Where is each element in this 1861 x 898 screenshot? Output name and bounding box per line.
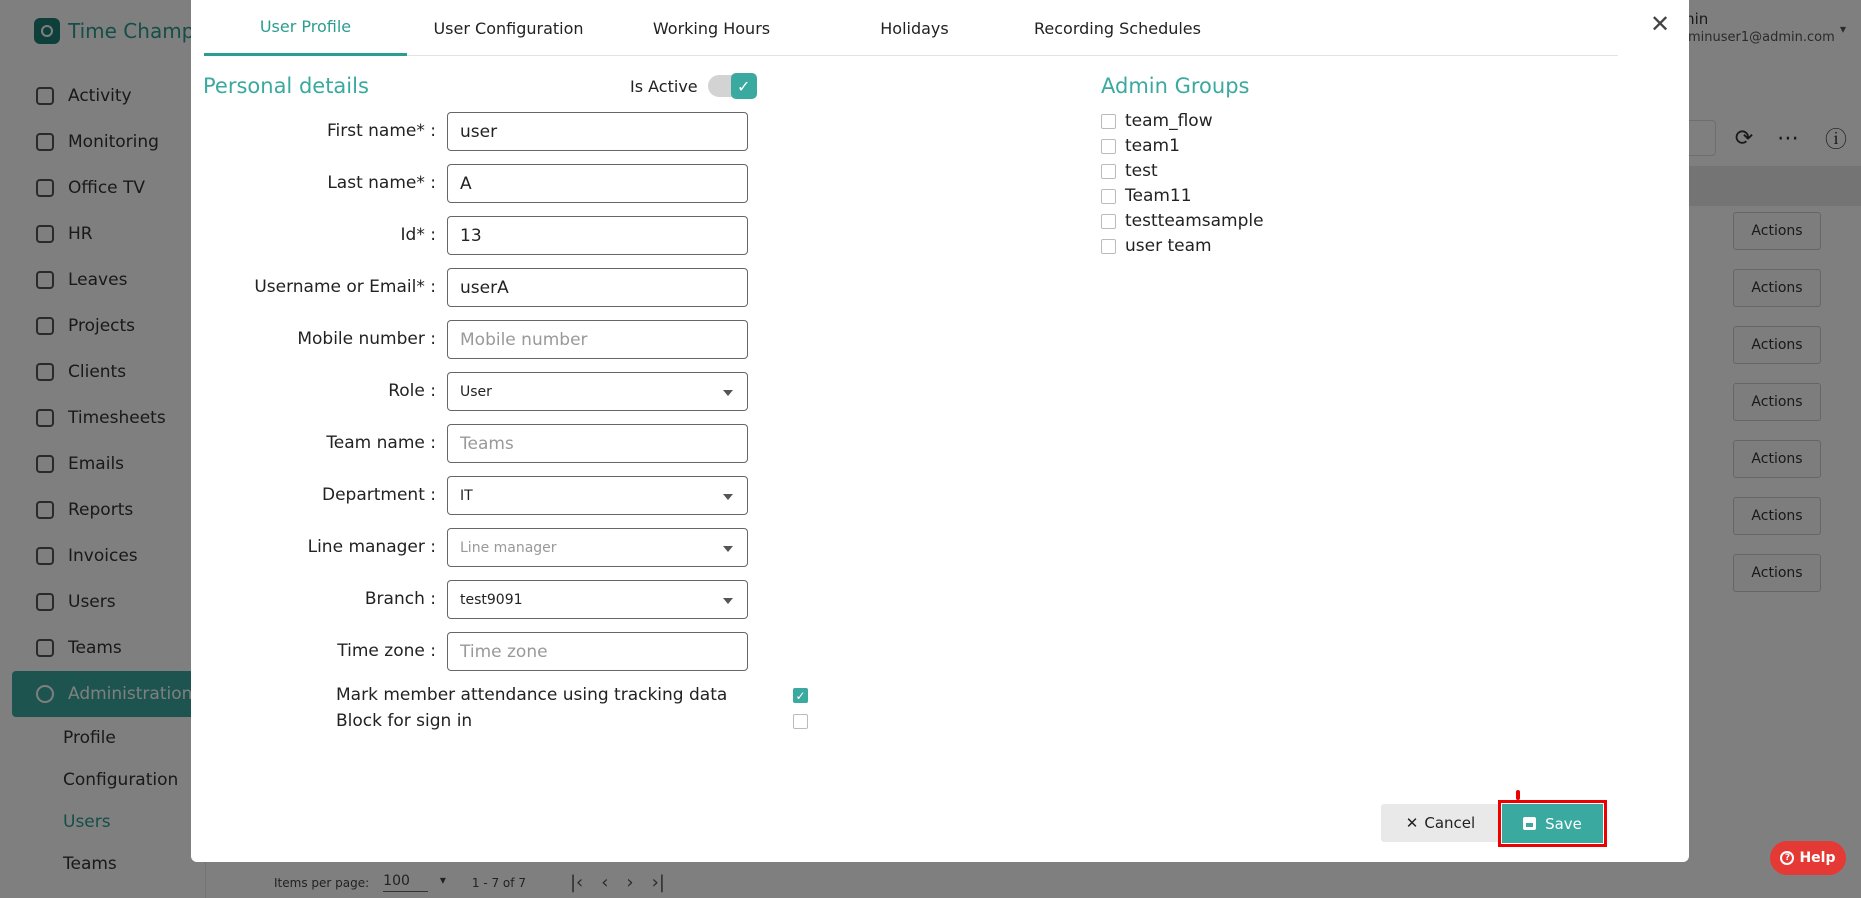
department-select[interactable]: IT	[447, 476, 748, 515]
admin-group-checkbox[interactable]	[1101, 189, 1116, 204]
cancel-label: Cancel	[1424, 814, 1476, 832]
username-label: Username or Email* :	[254, 277, 436, 297]
is-active-row	[630, 75, 757, 97]
admin-group-checkbox[interactable]	[1101, 239, 1116, 254]
branch-select[interactable]: test9091	[447, 580, 748, 619]
mobile-label: Mobile number :	[297, 329, 436, 349]
timezone-label: Time zone :	[337, 641, 436, 661]
floppy-disk-icon	[1523, 817, 1536, 830]
help-button[interactable]	[1770, 841, 1846, 875]
role-select[interactable]: User	[447, 372, 748, 411]
admin-group-checkbox[interactable]	[1101, 164, 1116, 179]
admin-groups-title: Admin Groups	[1101, 74, 1250, 98]
save-label: Save	[1545, 814, 1582, 833]
modal-tabs	[204, 0, 1618, 56]
branch-label: Branch :	[364, 589, 436, 609]
last-name-label: Last name* :	[327, 173, 436, 193]
id-input[interactable]: 13	[447, 216, 748, 255]
mobile-input[interactable]: Mobile number	[447, 320, 748, 359]
question-icon: ?	[1780, 851, 1794, 865]
admin-group-checkbox[interactable]	[1101, 114, 1116, 129]
admin-group-item[interactable]	[1101, 111, 1213, 131]
admin-group-checkbox[interactable]	[1101, 214, 1116, 229]
line-manager-label: Line manager :	[307, 537, 436, 557]
save-button[interactable]	[1502, 804, 1603, 843]
help-label: Help	[1799, 850, 1836, 866]
admin-group-item[interactable]	[1101, 186, 1192, 206]
is-active-toggle[interactable]	[708, 75, 757, 97]
tab-working-hours[interactable]: Working Hours	[652, 18, 771, 38]
close-icon[interactable]: ✕	[1650, 10, 1671, 38]
tab-holidays[interactable]: Holidays	[880, 18, 949, 38]
admin-group-label: Team11	[1125, 186, 1192, 206]
admin-group-label: test	[1125, 161, 1158, 181]
admin-group-label: team1	[1125, 136, 1180, 156]
check-icon: ✓	[731, 73, 757, 99]
last-name-input[interactable]: A	[447, 164, 748, 203]
admin-group-label: user team	[1125, 236, 1212, 256]
admin-group-item[interactable]	[1101, 211, 1264, 231]
id-label: Id* :	[400, 225, 436, 245]
tab-user-configuration[interactable]: User Configuration	[433, 18, 584, 38]
block-signin-checkbox[interactable]	[793, 714, 808, 729]
team-input[interactable]: Teams	[447, 424, 748, 463]
department-label: Department :	[321, 485, 436, 505]
role-label: Role :	[388, 381, 436, 401]
team-label: Team name :	[326, 433, 436, 453]
admin-group-label: testteamsample	[1125, 211, 1264, 231]
admin-group-item[interactable]	[1101, 136, 1180, 156]
tab-recording-schedules[interactable]: Recording Schedules	[1034, 18, 1201, 38]
cancel-button[interactable]	[1381, 804, 1500, 842]
close-icon: ✕	[1405, 814, 1419, 832]
admin-group-item[interactable]	[1101, 161, 1158, 181]
first-name-input[interactable]: user	[447, 112, 748, 151]
edit-user-modal	[191, 0, 1689, 862]
personal-details-title: Personal details	[203, 74, 369, 98]
admin-group-label: team_flow	[1125, 111, 1213, 131]
timezone-input[interactable]: Time zone	[447, 632, 748, 671]
admin-group-item[interactable]	[1101, 236, 1212, 256]
username-input[interactable]: userA	[447, 268, 748, 307]
highlight-marker	[1516, 790, 1520, 800]
is-active-label: Is Active	[630, 76, 698, 96]
admin-group-checkbox[interactable]	[1101, 139, 1116, 154]
mark-attendance-label: Mark member attendance using tracking data	[336, 685, 728, 705]
tab-user-profile[interactable]: User Profile	[204, 0, 407, 56]
block-signin-label: Block for sign in	[336, 711, 473, 731]
mark-attendance-checkbox[interactable]: ✓	[793, 688, 808, 703]
first-name-label: First name* :	[326, 121, 436, 141]
line-manager-select[interactable]: Line manager	[447, 528, 748, 567]
